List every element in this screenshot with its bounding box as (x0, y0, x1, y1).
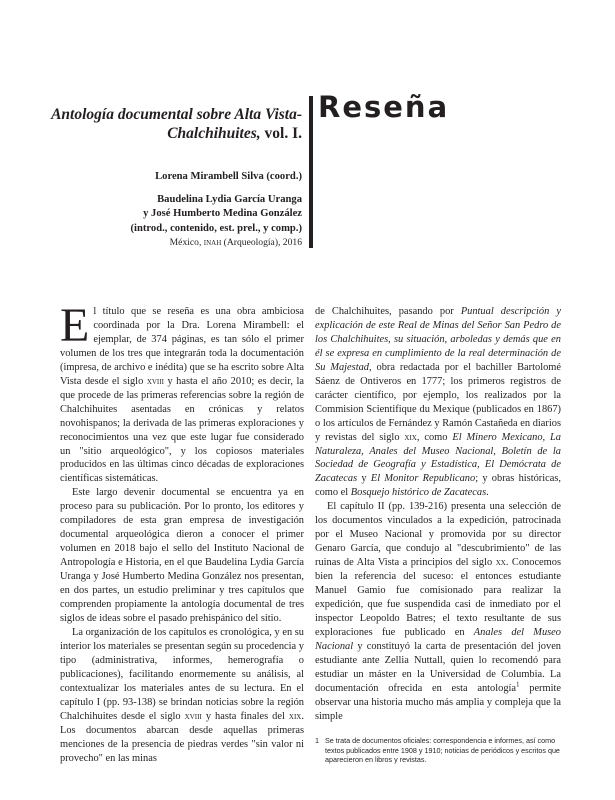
paragraph-3 (60, 626, 304, 766)
periodical-title: Anales del Museo Nacional (315, 626, 561, 652)
paragraph-4-text-d: y (357, 473, 371, 485)
cited-work-title: Puntual descripción y explicación de este Real de Minas del Señor San Pedro de los Chalchihuites, su situación, arboledas y demás que en él se expresa en cumplimiento de la real determinación de Su Majestad (315, 306, 561, 373)
credits-spacer (60, 185, 302, 193)
authors-role: (introd., contenido, est. prel., y comp.) (130, 222, 302, 234)
cited-work-title: Bosquejo histórico de Zacatecas (350, 487, 487, 499)
book-title-italic: Antología documental sobre Alta Vista-Chalchihuites, (51, 106, 302, 142)
coordinator-credit: Lorena Mirambell Silva (coord.) (155, 171, 302, 182)
authors-credit-line-1: Baudelina Lydia García Uranga (157, 193, 302, 205)
authors-credit-line-2: y José Humberto Medina González (143, 208, 302, 219)
paragraph-4-text-a: de Chalchihuites, pasando por (315, 306, 461, 317)
publication-series: (Arqueología), 2016 (221, 237, 302, 248)
paragraph-3-text-c: . Los documentos abarcan desde aquellas primeras menciones de la presencia de piedras verdes "sin valor ni provecho" en las minas (60, 710, 304, 764)
paragraph-5-text-d: permite observar una historia mucho más amplia y compleja que la simple (315, 682, 561, 722)
century-numeral: xviii (146, 375, 164, 387)
paragraph-1-text-b: y hasta el año 2010; es decir, la que procede de las primeras referencias sobre la región de Chalchihuites asentadas en crónicas y relatos novohispanos; la derivada de las primeras exploraciones y reconocimientos una vez que este lugar fue considerado un "sitio arqueológico", y los copiosos materiales producidos en las últimas cinco décadas de exploraciones científicas sistemáticas. (60, 375, 304, 485)
periodical-title: El Monitor Republicano (370, 473, 476, 485)
century-numeral: xx (495, 557, 506, 569)
paragraph-5 (315, 500, 561, 723)
paragraph-3-text-a: La organización de los capítulos es cronológica, y en su interior los materiales se presentan según su procedencia y tipo (administrativa, informes, hemerografía o publicaciones), facilitando enormemente su análisis, al contextualizar los materiales antes de su lectura. En el capítulo I (pp. 93-138) se brindan noticias sobre la región Chalchihuites desde el siglo (60, 626, 304, 722)
century-numeral: xviii (184, 710, 202, 722)
footnote-ref[interactable]: 1 (516, 680, 520, 689)
header-divider (309, 96, 313, 248)
paragraph-4 (315, 305, 561, 500)
footnote-number: 1 (315, 736, 319, 745)
footnote (315, 736, 561, 765)
book-title-volume: vol. I. (260, 125, 302, 142)
paragraph-2: Este largo devenir documental se encuentra ya en proceso para su publicación. Por lo pronto, los editores y compiladores de esta gran empresa de investigación documental arqueológica dieron a conocer el primer volumen en 2018 bajo el sello del Instituto Nacional de Antropología e Historia, en el que Baudelina Lydia García Uranga y José Humberto Medina González nos presentan, en dos partes, un estudio preliminar y tres capítulos que comprenden propiamente la antología documental de tres siglos de ideas sobre el pasado prehispánico del sitio. (60, 487, 304, 624)
paragraph-4-text-e: ; y obras históricas, como el (315, 473, 561, 499)
body-column-left (60, 299, 304, 765)
paragraph-5-text-b: . Conocemos bien la referencia del suceso: el entonces estudiante Manuel Gamio fue comisionado para realizar la expedición, que fue suspendida casi de inmediato por el inspector Leopoldo Batres; el texto resultante de sus exploraciones fue publicado en (315, 557, 561, 638)
credits-block (60, 170, 302, 251)
footnote-text: Se trata de documentos oficiales: correspondencia e informes, así como textos publicados entre 1908 y 1910; noticias de periódicos y escritos que aparecieron en libros y revistas. (325, 736, 560, 765)
drop-cap: E (60, 299, 90, 352)
paragraph-4-text-b: , obra redactada por el bachiller Bartolomé Sáenz de Ontiveros en 1777; los primeros registros de carácter científico, por ejemplo, los realizados por la Commision Scientifique du Mexique (publicados en 1867) o los artículos de Fernández y Ramón Castañeda en diarios y revistas del siglo (315, 361, 561, 443)
paragraph-5-text-a: El capítulo II (pp. 139-216) presenta una selección de los documentos vinculados a la expedición, patrocinada por el Museo Nacional y promovida por su director Genaro García, que condujo al "descubrimiento" de las ruinas de Alta Vista a principios del siglo (315, 501, 561, 569)
body-column-right (315, 305, 561, 724)
publication-info (60, 236, 302, 251)
century-numeral: xix (288, 710, 302, 722)
paragraph-4-text-c: , como (416, 431, 453, 443)
book-title (40, 105, 302, 143)
periodical-titles: El Minero Mexicano, La Naturaleza, Anales del Museo Nacional, Boletín de la Sociedad de Geografía y Estadística, El Demócrata de Zacatecas (315, 431, 561, 485)
paragraph-1-text-a: l título que se reseña es una obra ambiciosa coordinada por la Dra. Lorena Mirambell: el ejemplar, de 374 páginas, es tan sólo el primer volumen de los tres que integrarán toda la documentación (impresa, de archivo e inédita) que se ha escrito sobre Alta Vista desde el siglo (60, 306, 304, 387)
paragraph-4-text-f: . (486, 487, 489, 499)
publisher-abbrev: inah (203, 237, 222, 248)
century-numeral: xix (404, 431, 417, 443)
paragraph-1 (60, 299, 304, 486)
paragraph-3-text-b: y hasta finales del (201, 710, 289, 722)
paragraph-5-text-c: y constituyó la carta de presentación del joven estudiante ante Zellia Nuttall, quien lo recomendó para estudiar un máster en la Universidad de Columbia. La documentación ofrecida en esta antología (315, 640, 561, 694)
section-label: Reseña (318, 90, 450, 124)
publication-place: México, (169, 237, 204, 248)
